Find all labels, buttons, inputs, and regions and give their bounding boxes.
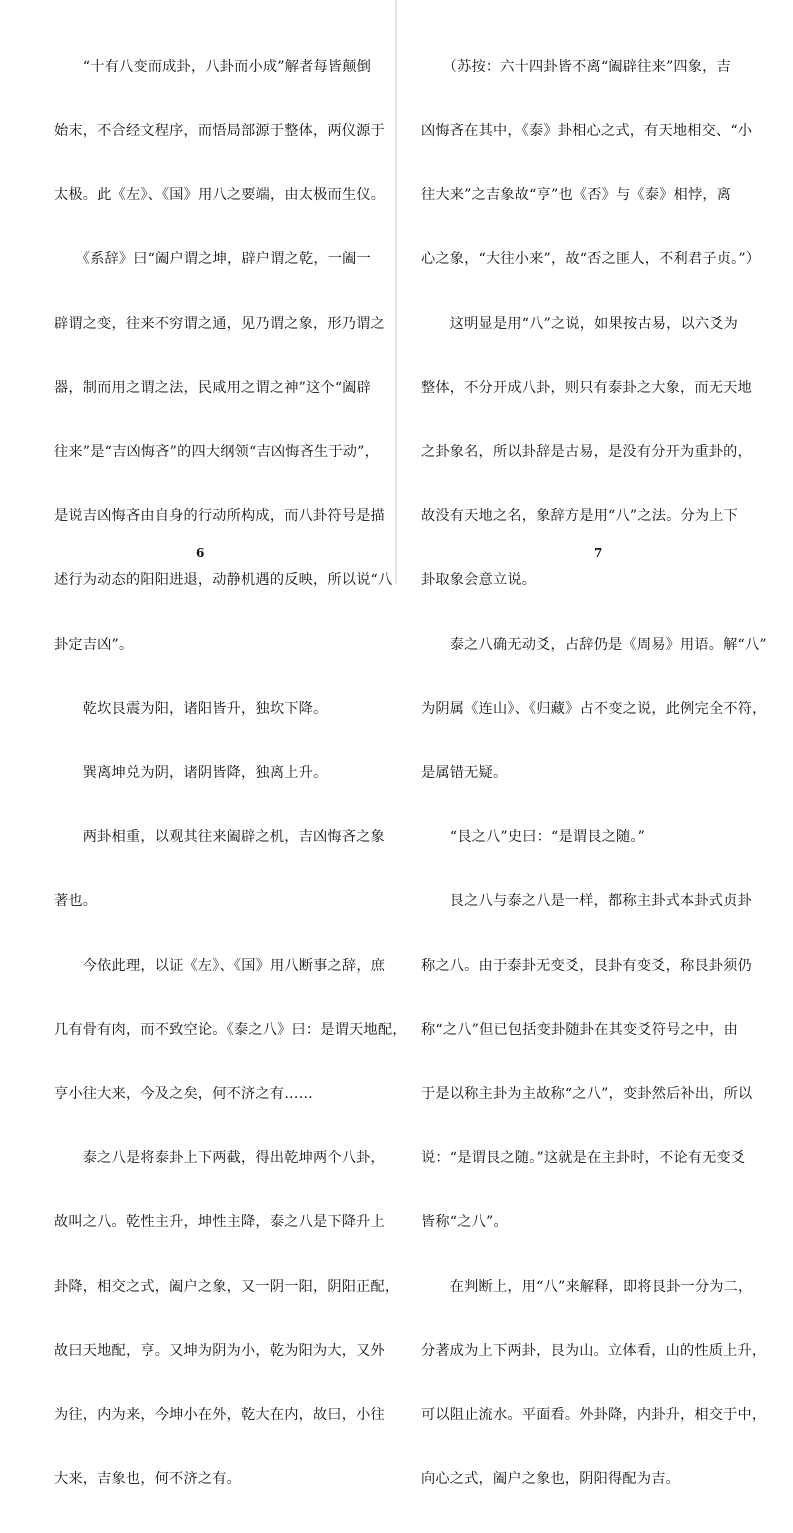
text-line: 为往，内为来，今坤小在外，乾大在内，故曰，小往 — [54, 1407, 385, 1424]
text-line: 之卦象名，所以卦辞是古易，是没有分开为重卦的， — [421, 444, 752, 461]
text-line: “十有八变而成卦，八卦而小成”解者每皆颠倒 — [54, 58, 372, 75]
text-line: 器，制而用之谓之法，民咸用之谓之神”这个“阖辟 — [54, 379, 372, 396]
text-line: 称“之八”但已包括变卦随卦在其变爻符号之中，由 — [421, 1021, 739, 1038]
text-line: “艮之八”史曰：“是谓艮之随。” — [421, 829, 646, 846]
text-line: 卦定吉凶”。 — [54, 636, 134, 653]
text-line: 故叫之八。乾性主升，坤性主降，泰之八是下降升上 — [54, 1214, 385, 1231]
text-line: 艮之八与泰之八是一样，都称主卦式本卦式贞卦 — [421, 893, 752, 910]
text-line: 泰之八确无动爻，占辞仍是《周易》用语。解“八” — [421, 636, 767, 653]
text-line: 几有骨有肉，而不致空论。《泰之八》曰：是谓天地配， — [54, 1021, 407, 1038]
text-line: 始末，不合经文程序，而悟局部源于整体，两仪源于 — [54, 123, 385, 140]
text-line: 《系辞》曰“阖户谓之坤，辟户谓之乾，一阖一 — [54, 251, 371, 268]
text-line: 泰之八是将泰卦上下两截，得出乾坤两个八卦， — [54, 1150, 385, 1167]
text-line: 向心之式，阖户之象也，阴阳得配为吉。 — [421, 1471, 680, 1488]
right-page — [397, 0, 793, 1488]
left-page — [0, 0, 407, 1488]
text-line: 往大来”之吉象故“亨”也《否》与《泰》相悖，离 — [421, 187, 732, 204]
text-line: 乾坎艮震为阳，诸阳皆升，独坎下降。 — [54, 700, 328, 717]
text-line: 亨小往大来，今及之矣，何不济之有…… — [54, 1086, 313, 1103]
right-page-body — [421, 14, 767, 1533]
text-line: 皆称“之八”。 — [421, 1214, 508, 1231]
text-line: 卦降，相交之式，阖户之象，又一阴一阳，阴阳正配， — [54, 1278, 400, 1295]
text-line: 心之象，“大往小来”，故“否之匪人，不利君子贞。”） — [421, 251, 761, 268]
text-line: 于是以称主卦为主故称“之八”，变卦然后补出，所以 — [421, 1086, 753, 1103]
text-line: 太极。此《左》、《国》用八之要端，由太极而生仪。 — [54, 187, 386, 204]
text-line: 故没有天地之名，象辞方是用“八”之法。分为上下 — [421, 508, 739, 525]
page-number: 6 — [196, 546, 205, 560]
text-line: 两卦相重，以观其往来阖辟之机，吉凶悔吝之象 — [54, 829, 385, 846]
text-line: 为阴属《连山》、《归藏》占不变之说，此例完全不符， — [421, 700, 767, 717]
text-line: （苏按：六十四卦皆不离“阖辟往来”四象，吉 — [421, 58, 731, 75]
text-line: 凶悔吝在其中，《泰》卦相心之式，有天地相交、“小 — [421, 123, 753, 140]
text-line: 在判断上，用“八”来解释，即将艮卦一分为二， — [421, 1278, 753, 1295]
text-line: 述行为动态的阳阳进退，动静机遇的反映，所以说“八 — [54, 572, 393, 589]
text-line: 今依此理，以证《左》、《国》用八断事之辞，庶 — [54, 957, 386, 974]
text-line: 整体，不分开成八卦，则只有泰卦之大象，而无天地 — [421, 379, 752, 396]
text-line: 是说吉凶悔吝由自身的行动所构成，而八卦符号是描 — [54, 508, 385, 525]
text-line: 说：“是谓艮之随。”这就是在主卦时，不论有无变爻 — [421, 1150, 746, 1167]
text-line: 是属错无疑。 — [421, 765, 508, 782]
text-line: 分著成为上下两卦，艮为山。立体看，山的性质上升， — [421, 1342, 767, 1359]
text-line: 卦取象会意立说。 — [421, 572, 537, 589]
text-line: 故曰天地配，亨。又坤为阴为小，乾为阳为大，又外 — [54, 1342, 385, 1359]
text-line: 著也。 — [54, 893, 98, 910]
text-line: 这明显是用“八”之说，如果按古易，以六爻为 — [421, 315, 739, 332]
text-line: 辟谓之变，往来不穷谓之通，见乃谓之象，形乃谓之 — [54, 315, 385, 332]
text-line: 大来，吉象也，何不济之有。 — [54, 1471, 242, 1488]
left-page-body — [54, 14, 407, 1533]
page-number: 7 — [594, 546, 603, 560]
text-line: 往来”是“吉凶悔吝”的四大纲领“吉凶悔吝生于动”， — [54, 444, 380, 461]
text-line: 巽离坤兑为阴，诸阴皆降，独离上升。 — [54, 765, 328, 782]
text-line: 称之八。由于泰卦无变爻，艮卦有变爻，称艮卦须仍 — [421, 957, 752, 974]
text-line: 可以阻止流水。平面看。外卦降，内卦升，相交于中， — [421, 1407, 767, 1424]
